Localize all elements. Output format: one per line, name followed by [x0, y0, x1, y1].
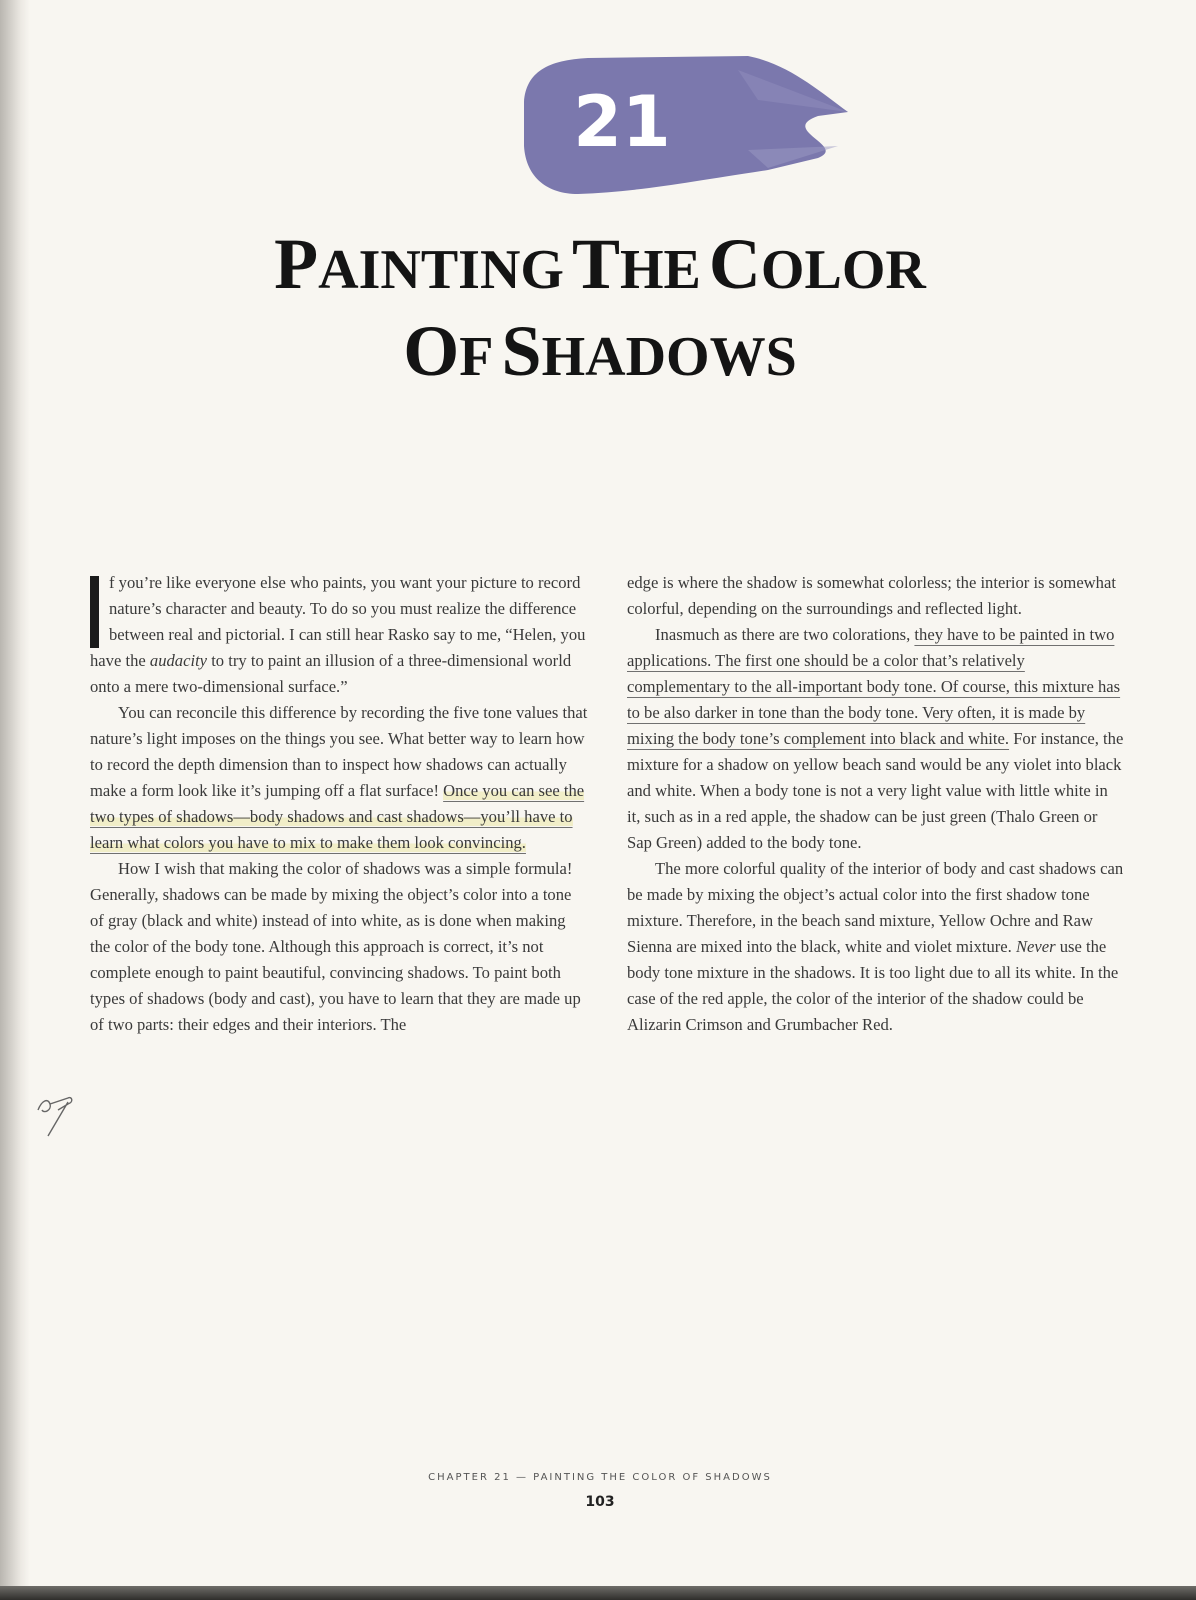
page-number: 103: [585, 1494, 615, 1510]
paragraph: Inasmuch as there are two colorations, they have to be painted in two applications. The first one should be a color that’s relatively complementary to the all-important body tone. Of course, this mixture has to be also darker in tone than the body tone. Very often, it is made by mixing the body tone’s complement into black and white. For instance, the mixture for a shadow on yellow beach sand would be any violet into black and white. When a body tone is not a very light value with little white in it, such as in a red apple, the shadow can be just green (Thalo Green or Sap Green) added to the body tone.: [627, 625, 1124, 852]
paragraph: f you’re like everyone else who paints, you want your picture to record nature’s character and beauty. To do so you must realize the difference between real and pictorial. I can still hear Rasko say to me, “Helen, you have the audacity to try to paint an illusion of a three-dimensional world onto a mere two-dimensional surface.”: [90, 573, 586, 696]
handwritten-margin-mark: [28, 1080, 88, 1140]
scan-bottom-edge: [0, 1586, 1196, 1600]
paragraph: edge is where the shadow is somewhat colorless; the interior is somewhat colorful, depending on the surroundings and reflected light.: [627, 573, 1116, 618]
body-column-right: [627, 570, 1125, 1038]
page-gutter-shadow: [0, 0, 30, 1600]
paragraph: The more colorful quality of the interior of body and cast shadows can be made by mixing the object’s actual color into the first shadow tone mixture. Therefore, in the beach sand mixture, Yellow Ochre and Raw Sienna are mixed into the black, white and violet mixture. Never use the body tone mixture in the shadows. It is too light due to all its white. In the case of the red apple, the color of the interior of the shadow could be Alizarin Crimson and Grumbacher Red.: [627, 859, 1124, 1034]
chapter-number: 21: [573, 81, 671, 163]
chapter-title-line-1: PAINTING THE COLOR: [274, 224, 926, 304]
drop-cap-i: [90, 576, 99, 648]
chapter-title-line-2: OF SHADOWS: [403, 311, 797, 391]
underlined-passage: Once you can see the two types of shadows—body shadows and cast shadows—you’ll have to learn what colors you have to mix to make them look convincing.: [90, 781, 585, 852]
paragraph: How I wish that making the color of shadows was a simple formula! Generally, shadows can be made by mixing the object’s color into a tone of gray (black and white) instead of into white, as is done when making the color of the body tone. Although this approach is correct, it’s not complete enough to paint beautiful, convincing shadows. To paint both types of shadows (body and cast), you have to learn that they are made up of two parts: their edges and their interiors. The: [90, 859, 581, 1034]
body-column-left: [90, 570, 588, 1038]
underlined-passage: they have to be painted in two applications. The first one should be a color that’s relatively complementary to the all-important body tone. Of course, this mixture has to be also darker in tone than the body tone. Very often, it is made by mixing the body tone’s complement into black and white.: [627, 625, 1121, 748]
paragraph: You can reconcile this difference by recording the five tone values that nature’s light imposes on the things you see. What better way to learn how to record the depth dimension than to inspect how shadows can actually make a form look like it’s jumping off a flat surface! Once you can see the two types of shadows—body shadows and cast shadows—you’ll have to learn what colors you have to mix to make them look convincing.: [90, 703, 588, 852]
chapter-badge-brushstroke: [518, 50, 858, 200]
running-footer: CHAPTER 21 — PAINTING THE COLOR OF SHADOWS: [428, 1472, 772, 1483]
